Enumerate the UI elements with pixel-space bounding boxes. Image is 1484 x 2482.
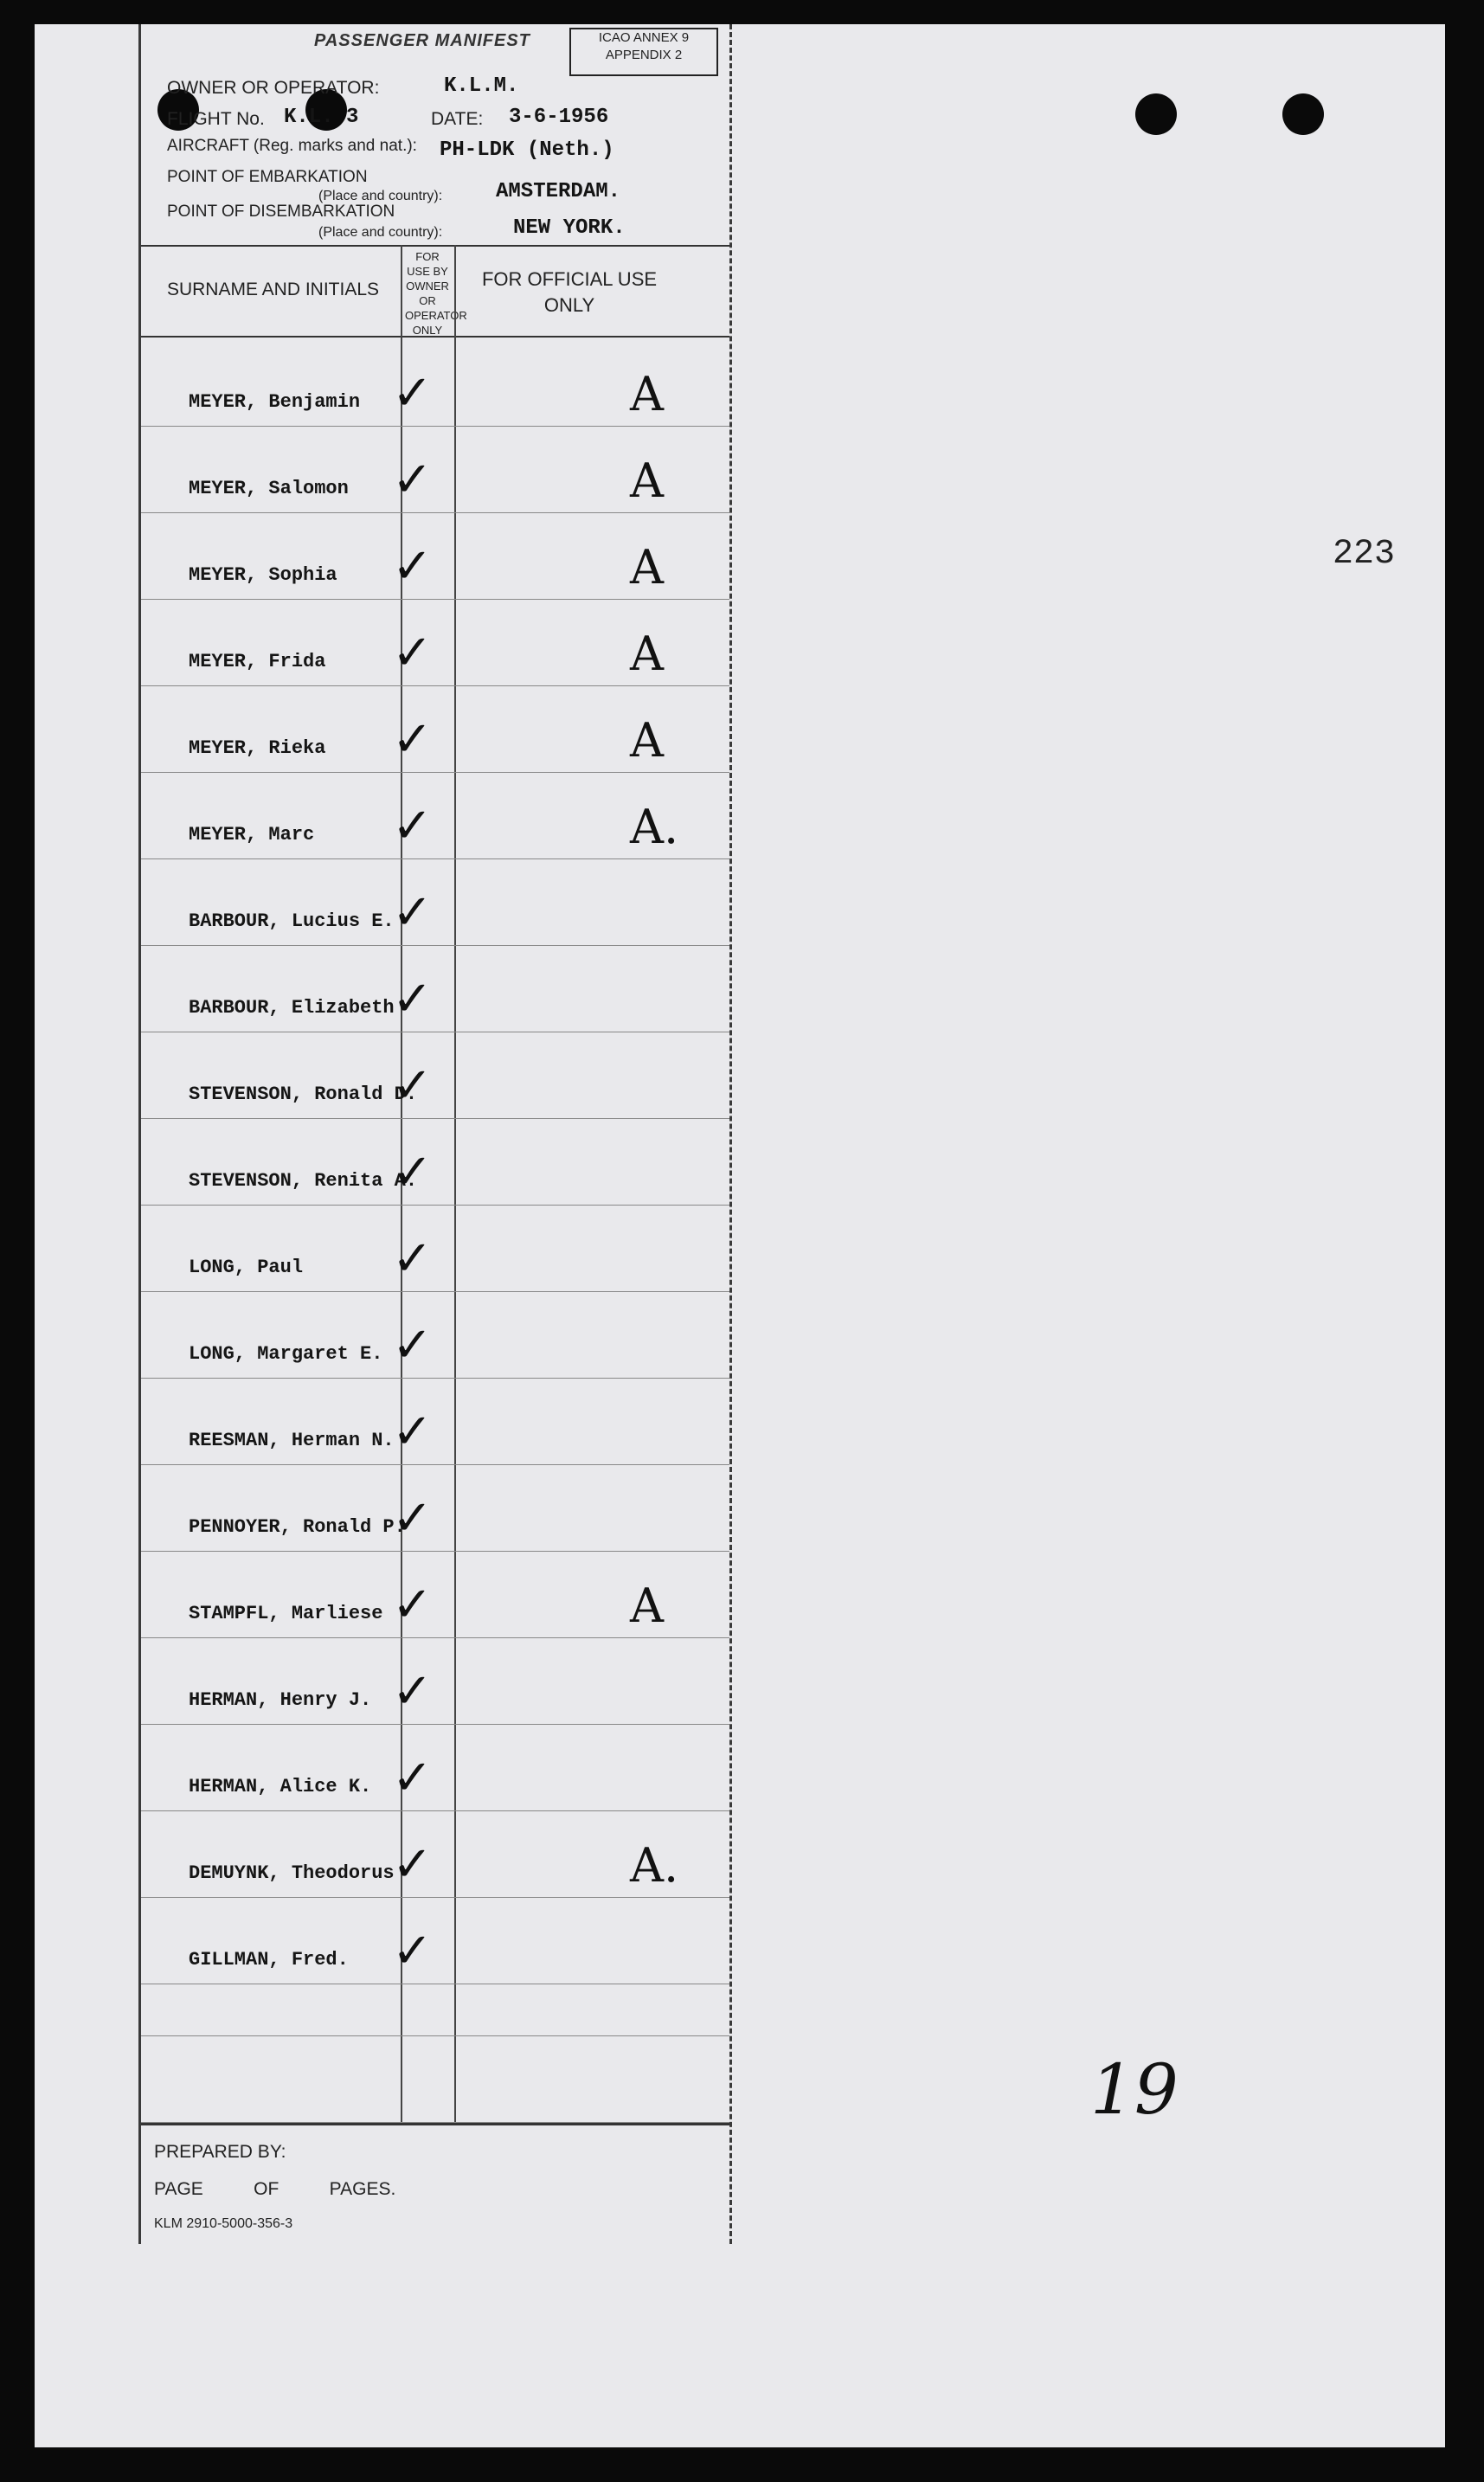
passenger-name: MEYER, Salomon — [189, 478, 349, 499]
passenger-row — [141, 427, 729, 513]
column-owner-header: FOR USE BY OWNER OR OPERATOR ONLY — [405, 250, 467, 337]
checkmark-icon: ✓ — [392, 884, 433, 941]
owner-label: OWNER OR OPERATOR: — [167, 78, 380, 98]
checkmark-icon: ✓ — [392, 1923, 433, 1979]
column-official-header: FOR OFFICIAL USE ONLY — [481, 268, 658, 316]
passenger-row — [141, 859, 729, 946]
prepared-by-label: PREPARED BY: — [154, 2142, 286, 2162]
punch-hole-3 — [1135, 93, 1177, 135]
passenger-name: MEYER, Frida — [189, 651, 326, 672]
passenger-row — [141, 513, 729, 600]
checkmark-icon: ✓ — [392, 1404, 433, 1460]
passenger-row — [141, 773, 729, 859]
checkmark-icon: ✓ — [392, 625, 433, 681]
header-rule-bottom — [141, 336, 729, 338]
official-mark: A. — [630, 800, 679, 854]
aircraft-label: AIRCRAFT (Reg. marks and nat.): — [167, 137, 417, 155]
embark-value: AMSTERDAM. — [496, 180, 621, 203]
footer-rule — [141, 2123, 729, 2125]
passenger-row — [141, 600, 729, 686]
blank-row — [141, 1984, 729, 2036]
disembark-value: NEW YORK. — [513, 216, 626, 240]
checkmark-icon: ✓ — [392, 1231, 433, 1287]
passenger-row — [141, 1465, 729, 1552]
official-mark: A — [630, 453, 664, 508]
official-mark: A — [630, 367, 664, 421]
passenger-row — [141, 1725, 729, 1811]
passenger-row — [141, 1032, 729, 1119]
checkmark-icon: ✓ — [392, 1663, 433, 1720]
passenger-name: HERMAN, Alice K. — [189, 1776, 372, 1797]
official-mark: A — [630, 627, 664, 681]
passenger-name: GILLMAN, Fred. — [189, 1949, 349, 1971]
passenger-name: STEVENSON, Ronald D. — [189, 1083, 418, 1105]
passenger-row — [141, 1811, 729, 1898]
annex-box — [569, 28, 718, 76]
checkmark-icon: ✓ — [392, 1144, 433, 1200]
date-value: 3-6-1956 — [509, 106, 609, 129]
passenger-row — [141, 1638, 729, 1725]
passenger-row — [141, 1206, 729, 1292]
row-rule — [141, 2035, 729, 2036]
checkmark-icon: ✓ — [392, 1058, 433, 1114]
checkmark-icon: ✓ — [392, 1750, 433, 1806]
handwritten-number: 19 — [1090, 2049, 1179, 2130]
aircraft-value: PH-LDK (Neth.) — [440, 138, 614, 162]
passenger-name: STAMPFL, Marliese — [189, 1603, 383, 1624]
blank-row — [141, 2071, 729, 2123]
passenger-name: HERMAN, Henry J. — [189, 1689, 372, 1711]
disembark-label: POINT OF DISEMBARKATION — [167, 203, 395, 221]
official-mark: A — [630, 1579, 664, 1633]
date-label: DATE: — [431, 109, 484, 129]
passenger-name: MEYER, Benjamin — [189, 391, 361, 413]
passenger-row — [141, 1119, 729, 1206]
passenger-name: REESMAN, Herman N. — [189, 1430, 395, 1451]
passenger-name: MEYER, Sophia — [189, 564, 337, 586]
passenger-row — [141, 686, 729, 773]
header-rule-top — [141, 245, 729, 247]
owner-value: K.L.M. — [444, 74, 519, 98]
passenger-name: LONG, Margaret E. — [189, 1343, 383, 1365]
checkmark-icon: ✓ — [392, 1490, 433, 1546]
embark-label: POINT OF EMBARKATION — [167, 168, 368, 186]
manifest-sheet — [35, 24, 1445, 2447]
manifest-form — [138, 24, 732, 2244]
punch-hole-4 — [1282, 93, 1324, 135]
flight-value: K.L. 3 — [284, 106, 359, 129]
official-mark: A — [630, 713, 664, 768]
passenger-row — [141, 1552, 729, 1638]
passenger-row — [141, 340, 729, 427]
checkmark-icon: ✓ — [392, 1577, 433, 1633]
passenger-name: BARBOUR, Lucius E. — [189, 910, 395, 932]
passenger-name: MEYER, Rieka — [189, 737, 326, 759]
passenger-row — [141, 1898, 729, 1984]
checkmark-icon: ✓ — [392, 798, 433, 854]
passenger-row — [141, 946, 729, 1032]
passenger-name: BARBOUR, Elizabeth — [189, 997, 395, 1019]
official-mark: A — [630, 540, 664, 595]
disembark-sub: (Place and country): — [318, 225, 443, 240]
checkmark-icon: ✓ — [392, 538, 433, 595]
checkmark-icon: ✓ — [392, 1317, 433, 1373]
passenger-name: PENNOYER, Ronald P. — [189, 1516, 406, 1538]
checkmark-icon: ✓ — [392, 971, 433, 1027]
passenger-name: MEYER, Marc — [189, 824, 315, 846]
passenger-name: LONG, Paul — [189, 1257, 304, 1278]
page-of-pages: PAGE OF PAGES. — [154, 2179, 396, 2199]
checkmark-icon: ✓ — [392, 452, 433, 508]
passenger-row — [141, 1379, 729, 1465]
checkmark-icon: ✓ — [392, 365, 433, 421]
checkmark-icon: ✓ — [392, 1836, 433, 1893]
official-mark: A. — [630, 1838, 679, 1893]
flight-label: FLIGHT No. — [167, 109, 265, 129]
embark-sub: (Place and country): — [318, 189, 443, 203]
annex-line-2: APPENDIX 2 — [605, 48, 683, 62]
column-surname-header: SURNAME AND INITIALS — [166, 280, 380, 299]
passenger-row — [141, 1292, 729, 1379]
form-code: KLM 2910-5000-356-3 — [154, 2216, 293, 2231]
page-number: 223 — [1333, 535, 1396, 574]
form-title: PASSENGER MANIFEST — [314, 31, 530, 50]
passenger-name: DEMUYNK, Theodorus — [189, 1862, 395, 1884]
annex-line-1: ICAO ANNEX 9 — [598, 30, 690, 45]
passenger-name: STEVENSON, Renita A. — [189, 1170, 418, 1192]
checkmark-icon: ✓ — [392, 711, 433, 768]
